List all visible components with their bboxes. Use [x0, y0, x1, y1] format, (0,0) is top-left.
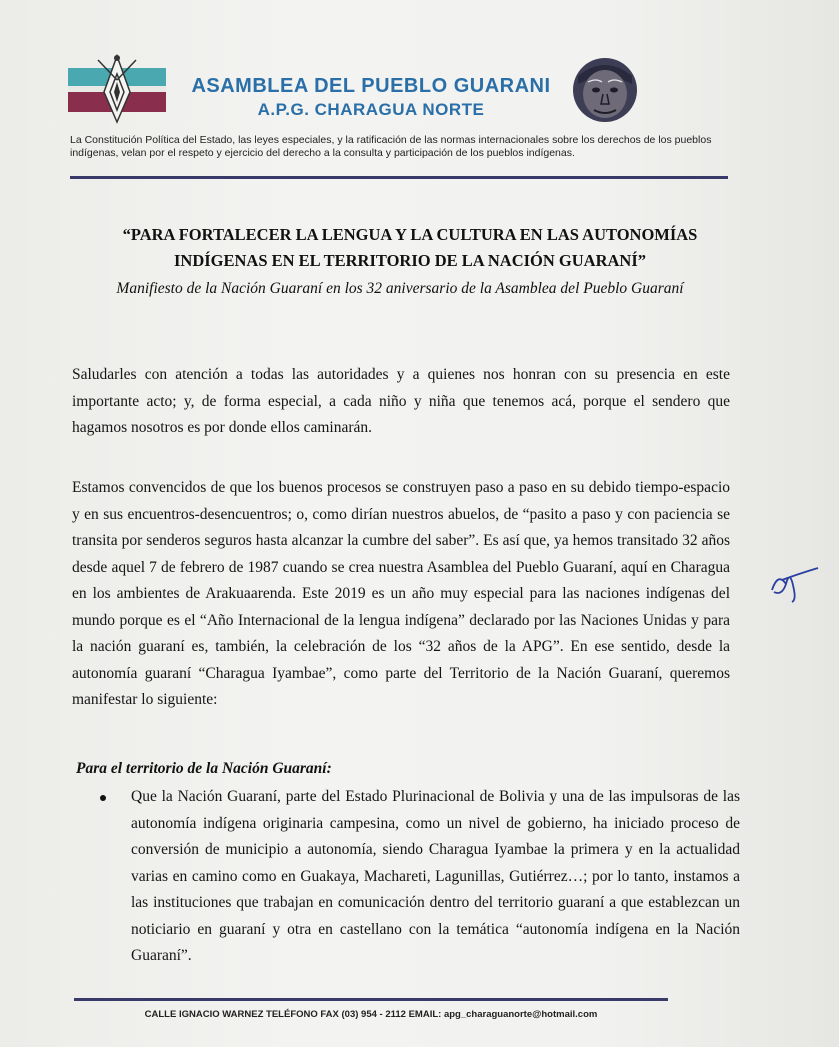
organization-branch: A.P.G. CHARAGUA NORTE	[257, 100, 485, 119]
paragraph-history: Estamos convencidos de que los buenos procesos se construyen paso a paso en su debido tiempo-espacio y en sus encuentros-desencuentros; o, como dirían nuestros abuelos, de “pasito a paso y con paciencia se transita por senderos seguros hasta alcanzar la cumbre del saber”. Es así que, ya hemos transitado 32 años desde aquel 7 de febrero de 1987 cuando se crea nuestra Asamblea del Pueblo Guaraní, aquí en Charagua en los ambientes de Arakuaarenda. Este 2019 es un año muy especial para las naciones indígenas del mundo porque es el “Año Internacional de la lengua indígena” declarado por las Naciones Unidas y para la nación guaraní es, también, la celebración de los “32 años de la APG”. En ese sentido, desde la autonomía guaraní “Charagua Iyambae”, como parte del Territorio de la Nación Guaraní, queremos manifestar lo siguiente:	[72, 479, 730, 708]
legal-notice: La Constitución Política del Estado, las leyes especiales, y la ratificación de las normas internacionales sobre los derechos de los pueblos indígenas, velan por el respeto y ejercicio del derecho a la consulta y participación de los pueblos indígenas.	[70, 134, 712, 159]
document-subheadline: Manifiesto de la Nación Guaraní en los 32 aniversario de la Asamblea del Pueblo Guaraní	[116, 280, 684, 297]
paragraph-greeting: Saludarles con atención a todas las autoridades y a quienes nos honran con su presencia en este importante acto; y, de forma especial, a cada niño y niña que tenemos acá, porque el sendero que hagamos nosotros es por donde ellos caminarán.	[72, 366, 730, 436]
header-rule	[70, 176, 728, 179]
apg-flag-logo	[68, 52, 166, 124]
bullet-list	[100, 784, 740, 970]
elder-portrait-logo	[566, 54, 644, 124]
organization-name: ASAMBLEA DEL PUEBLO GUARANI	[191, 75, 551, 97]
document-headline: “PARA FORTALECER LA LENGUA Y LA CULTURA EN LAS AUTONOMÍAS INDÍGENAS EN EL TERRITORIO DE LA NACIÓN GUARANÍ”	[122, 225, 698, 270]
section-title: Para el territorio de la Nación Guaraní:	[76, 760, 332, 777]
footer-contact: CALLE IGNACIO WARNEZ TELÉFONO FAX (03) 954 - 2112 EMAIL: apg_charaguanorte@hotmail.com	[144, 1009, 598, 1020]
handwritten-initials	[764, 560, 824, 604]
footer-rule	[74, 998, 668, 1001]
bullet-dot-icon	[100, 795, 106, 801]
bullet-item: Que la Nación Guaraní, parte del Estado Plurinacional de Bolivia y una de las impulsoras de las autonomía indígena originaria campesina, como un nivel de gobierno, ha iniciado proceso de conversión de municipio a autonomía, siendo Charagua Iyambae la primera y en la actualidad varias en camino como en Guakaya, Machareti, Lagunillas, Gutiérrez…; por lo tanto, instamos a las instituciones que trabajan en comunicación dentro del territorio guaraní a que establezcan un noticiario en guaraní y otra en castellano con la temática “autonomía indígena en la Nación Guaraní”.	[131, 788, 740, 964]
